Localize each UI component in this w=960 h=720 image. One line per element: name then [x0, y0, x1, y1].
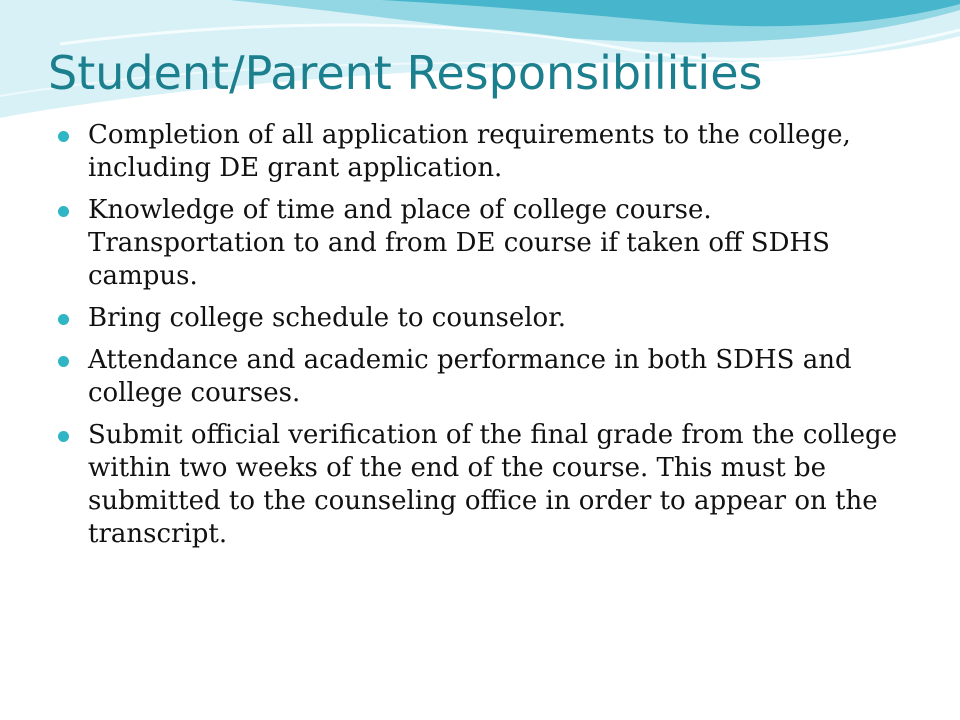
bullet-item	[58, 194, 900, 293]
bullet-text: Completion of all application requirements to the college, including DE grant application.	[88, 120, 851, 183]
bullet-text: Bring college schedule to counselor.	[88, 303, 567, 333]
bullet-marker-icon	[58, 314, 69, 325]
bullet-list	[58, 119, 900, 560]
bullet-marker-icon	[58, 431, 69, 442]
bullet-marker-icon	[58, 356, 69, 367]
bullet-item	[58, 302, 900, 335]
bullet-text: Attendance and academic performance in both SDHS and college courses.	[88, 345, 852, 408]
bullet-item	[58, 119, 900, 185]
bullet-item	[58, 419, 900, 551]
bullet-marker-icon	[58, 206, 69, 217]
bullet-text: Knowledge of time and place of college course. Transportation to and from DE course if taken off SDHS campus.	[88, 195, 830, 291]
slide-title: Student/Parent Responsibilities	[48, 46, 763, 100]
bullet-marker-icon	[58, 131, 69, 142]
bullet-item	[58, 344, 900, 410]
bullet-text: Submit official verification of the final grade from the college within two weeks of the end of the course. This must be submitted to the counseling office in order to appear on the transcript.	[88, 420, 898, 549]
